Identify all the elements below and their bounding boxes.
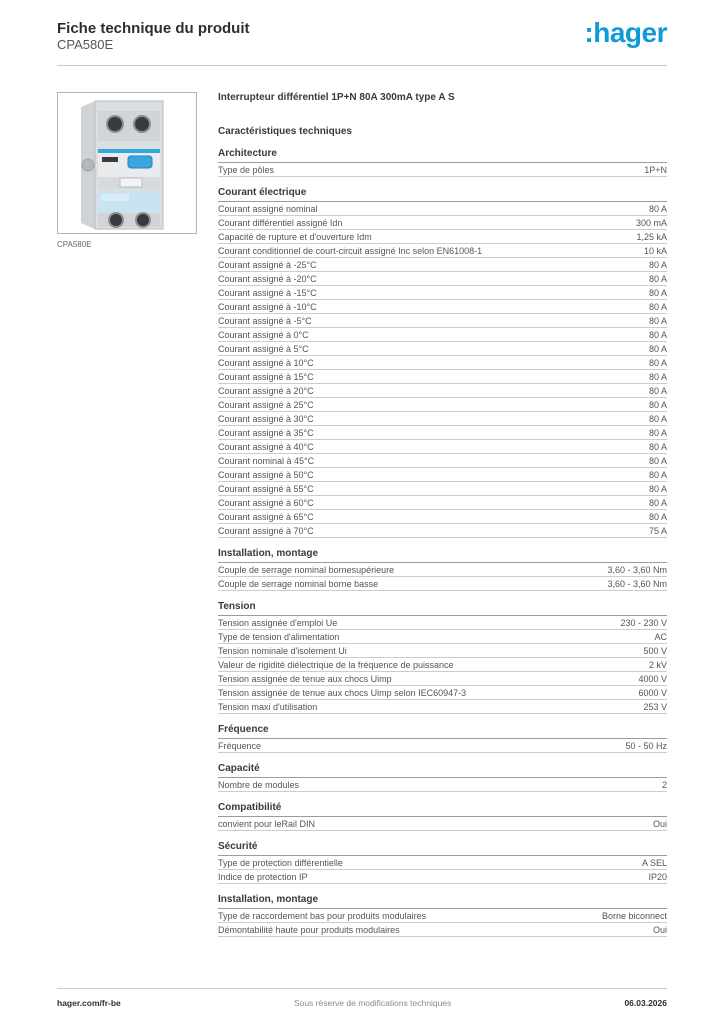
spec-value: Borne biconnect: [601, 910, 667, 921]
spec-value: 4000 V: [638, 673, 667, 684]
product-title: Interrupteur différentiel 1P+N 80A 300mA type A S: [218, 92, 455, 103]
page-footer: [57, 988, 667, 1008]
spec-value: 230 - 230 V: [620, 617, 667, 628]
spec-value: 2: [661, 779, 667, 790]
spec-label: Courant assigné à 55°C: [218, 483, 314, 494]
characteristics-title: Caractéristiques techniques: [218, 126, 352, 137]
spec-row: [218, 370, 667, 384]
spec-label: Courant assigné à -25°C: [218, 259, 317, 270]
spec-label: Courant conditionnel de court-circuit assigné Inc selon EN61008-1: [218, 245, 483, 256]
spec-row: [218, 482, 667, 496]
spec-label: Capacité de rupture et d'ouverture Idm: [218, 231, 372, 242]
spec-row: [218, 468, 667, 482]
spec-row: [218, 398, 667, 412]
spec-value: 80 A: [648, 385, 667, 396]
spec-row: [218, 286, 667, 300]
spec-label: Valeur de rigidité diélectrique de la fréquence de puissance: [218, 659, 454, 670]
spec-value: 80 A: [648, 315, 667, 326]
spec-row: [218, 202, 667, 216]
spec-label: Courant différentiel assigné Idn: [218, 217, 343, 228]
spec-value: 80 A: [648, 469, 667, 480]
spec-label: Type de pôles: [218, 164, 275, 175]
spec-label: Nombre de modules: [218, 779, 300, 790]
spec-row: [218, 384, 667, 398]
spec-value: 80 A: [648, 287, 667, 298]
spec-label: Tension maxi d'utilisation: [218, 701, 318, 712]
spec-row: [218, 258, 667, 272]
spec-section-heading: Tension: [218, 601, 667, 616]
spec-value: Oui: [652, 818, 667, 829]
spec-label: Type de tension d'alimentation: [218, 631, 340, 642]
spec-row: [218, 300, 667, 314]
hager-logo: :hager: [584, 17, 667, 48]
spec-label: Courant assigné à 20°C: [218, 385, 314, 396]
spec-row: [218, 524, 667, 538]
spec-row: [218, 563, 667, 577]
spec-row: [218, 426, 667, 440]
spec-label: Courant assigné à -10°C: [218, 301, 317, 312]
spec-label: Courant assigné à 70°C: [218, 525, 314, 536]
product-reference: CPA580E: [57, 37, 114, 52]
spec-row: [218, 577, 667, 591]
spec-row: [218, 909, 667, 923]
spec-label: Courant assigné à -15°C: [218, 287, 317, 298]
circuit-breaker-illustration: [58, 93, 197, 234]
spec-row: [218, 739, 667, 753]
spec-row: [218, 328, 667, 342]
spec-label: Courant assigné à 0°C: [218, 329, 309, 340]
spec-value: 80 A: [648, 371, 667, 382]
spec-section-heading: Installation, montage: [218, 548, 667, 563]
spec-row: [218, 342, 667, 356]
spec-row: [218, 630, 667, 644]
spec-label: Courant assigné à -20°C: [218, 273, 317, 284]
spec-label: Démontabilité haute pour produits modulaires: [218, 924, 400, 935]
spec-row: [218, 870, 667, 884]
footer-website: hager.com/fr-be: [57, 998, 121, 1008]
main-content: [0, 66, 724, 937]
spec-label: Courant assigné à 60°C: [218, 497, 314, 508]
product-image-caption: CPA580E: [57, 240, 92, 249]
spec-label: Courant assigné à 5°C: [218, 343, 309, 354]
spec-value: 10 kA: [643, 245, 667, 256]
spec-value: 80 A: [648, 343, 667, 354]
spec-label: Tension assignée d'emploi Ue: [218, 617, 338, 628]
spec-row: [218, 686, 667, 700]
spec-value: 80 A: [648, 413, 667, 424]
spec-section-heading: Capacité: [218, 763, 667, 778]
spec-row: [218, 700, 667, 714]
spec-label: Type de protection différentielle: [218, 857, 343, 868]
spec-value: 80 A: [648, 273, 667, 284]
spec-value: 2 kV: [648, 659, 667, 670]
spec-label: Tension assignée de tenue aux chocs Uimp selon IEC60947-3: [218, 687, 467, 698]
spec-label: Indice de protection IP: [218, 871, 308, 882]
spec-row: [218, 216, 667, 230]
spec-value: 80 A: [648, 483, 667, 494]
spec-value: 80 A: [648, 497, 667, 508]
spec-label: Courant assigné à 65°C: [218, 511, 314, 522]
spec-row: [218, 672, 667, 686]
page-title: Fiche technique du produit: [57, 20, 250, 37]
spec-value: 75 A: [648, 525, 667, 536]
spec-row: [218, 817, 667, 831]
spec-value: 80 A: [648, 427, 667, 438]
spec-value: Oui: [652, 924, 667, 935]
spec-row: [218, 356, 667, 370]
spec-row: [218, 778, 667, 792]
spec-row: [218, 230, 667, 244]
spec-row: [218, 163, 667, 177]
spec-section-heading: Fréquence: [218, 724, 667, 739]
spec-section-heading: Installation, montage: [218, 894, 667, 909]
spec-sections: [218, 148, 667, 937]
spec-row: [218, 856, 667, 870]
spec-label: Courant nominal à 45°C: [218, 455, 315, 466]
footer-date: 06.03.2026: [624, 998, 667, 1008]
spec-value: 1,25 kA: [636, 231, 667, 242]
spec-value: 1P+N: [644, 164, 667, 175]
spec-label: Courant assigné à 35°C: [218, 427, 314, 438]
spec-label: Courant assigné à 40°C: [218, 441, 314, 452]
spec-value: 80 A: [648, 455, 667, 466]
spec-row: [218, 272, 667, 286]
spec-label: Tension assignée de tenue aux chocs Uimp: [218, 673, 392, 684]
spec-row: [218, 510, 667, 524]
spec-row: [218, 454, 667, 468]
product-image: [57, 92, 197, 234]
spec-label: Tension nominale d'isolement Ui: [218, 645, 347, 656]
spec-value: 500 V: [643, 645, 667, 656]
spec-label: Courant assigné à 50°C: [218, 469, 314, 480]
spec-value: AC: [654, 631, 667, 642]
spec-value: 300 mA: [635, 217, 667, 228]
spec-column: [218, 92, 667, 937]
spec-value: 50 - 50 Hz: [625, 740, 667, 751]
spec-value: 80 A: [648, 399, 667, 410]
spec-row: [218, 644, 667, 658]
spec-label: Courant assigné à 30°C: [218, 413, 314, 424]
product-image-column: [57, 92, 197, 937]
spec-row: [218, 496, 667, 510]
spec-value: 80 A: [648, 357, 667, 368]
spec-value: IP20: [648, 871, 667, 882]
spec-row: [218, 412, 667, 426]
spec-value: A SEL: [641, 857, 667, 868]
spec-label: Courant assigné à 25°C: [218, 399, 314, 410]
spec-row: [218, 616, 667, 630]
spec-value: 80 A: [648, 329, 667, 340]
spec-value: 80 A: [648, 441, 667, 452]
spec-label: Fréquence: [218, 740, 262, 751]
spec-value: 80 A: [648, 203, 667, 214]
spec-row: [218, 923, 667, 937]
spec-row: [218, 658, 667, 672]
spec-value: 6000 V: [638, 687, 667, 698]
spec-section-heading: Architecture: [218, 148, 667, 163]
spec-label: Courant assigné nominal: [218, 203, 318, 214]
spec-label: Couple de serrage nominal borne basse: [218, 578, 379, 589]
spec-value: 253 V: [643, 701, 667, 712]
spec-label: Courant assigné à -5°C: [218, 315, 312, 326]
spec-value: 80 A: [648, 301, 667, 312]
spec-value: 3,60 - 3,60 Nm: [607, 578, 667, 589]
footer-disclaimer: Sous réserve de modifications techniques: [293, 998, 452, 1008]
spec-section-heading: Compatibilité: [218, 802, 667, 817]
spec-label: Type de raccordement bas pour produits modulaires: [218, 910, 427, 921]
spec-label: Couple de serrage nominal bornesupérieure: [218, 564, 395, 575]
spec-row: [218, 244, 667, 258]
spec-row: [218, 440, 667, 454]
spec-row: [218, 314, 667, 328]
spec-value: 80 A: [648, 259, 667, 270]
spec-section-heading: Courant électrique: [218, 187, 667, 202]
spec-label: Courant assigné à 15°C: [218, 371, 314, 382]
spec-label: Courant assigné à 10°C: [218, 357, 314, 368]
spec-section-heading: Sécurité: [218, 841, 667, 856]
page-header: [0, 0, 724, 52]
spec-label: convient pour leRail DIN: [218, 818, 316, 829]
spec-value: 3,60 - 3,60 Nm: [607, 564, 667, 575]
spec-value: 80 A: [648, 511, 667, 522]
